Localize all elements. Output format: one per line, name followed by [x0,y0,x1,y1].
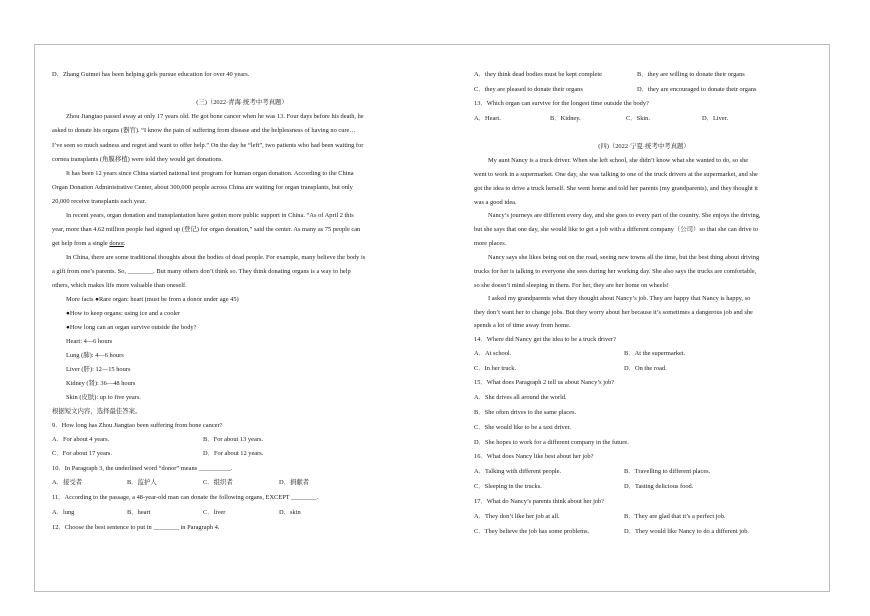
more-facts-skin: Skin (皮肤): up to five years. [66,394,141,401]
passage4-p1-line2: went to work in a supermarket. One day, she was talking to one of the truck drivers at the supermarket, and she [474,171,758,178]
passage3-p3-line2: year, more than 4.62 million people had signed up (登记) for organ donation,” said the center. As many as 75 people can [52,226,361,233]
q15-option-c: C．She would like to be a taxi driver. [474,424,571,431]
passage3-p1-line1: Zhou Jiangtao passed away at only 17 years old. He got bone cancer when he was 13. Four days before his death, he [66,113,364,120]
question-16: 16．What does Nancy like best about her job? [474,453,594,460]
question-17: 17．What do Nancy’s parents think about her job? [474,498,605,505]
passage4-p4-line2: they don’t want her to change jobs. But they worry about her because it’s sometimes a dangerous job and she [474,309,753,316]
q11-option-b: B．heart [127,509,151,516]
question-10: 10．In Paragraph 3, the underlined word “donor” means __________. [52,465,233,472]
q11-option-a: A．lung [52,509,75,516]
q16-option-a: A．Talking with different people. [474,468,562,475]
passage4-p4-line3: spends a lot of time away from home. [474,322,571,329]
passage4-p3-line2: trucks for her is talking to everyone she sees during her working day. She also says the trucks are comfortable, [474,268,757,275]
passage4-p1-line1: My aunt Nancy is a truck driver. When she left school, she didn’t know what she wanted to do, so she [488,157,749,164]
more-facts-kidney: Kidney (肾): 36—48 hours [66,380,136,387]
q17-option-a: A．They don’t like her job at all. [474,513,560,520]
question-12: 12．Choose the best sentence to put in ________ in Paragraph 4. [52,524,220,531]
q13-option-b: B．Kidney. [550,115,581,122]
passage3-p2-line1: It has been 12 years since China started national test program for human organ donation. According to the China [66,170,354,177]
question-14: 14．Where did Nancy get the idea to be a truck driver? [474,336,616,343]
underlined-word-donor: donor [109,240,124,247]
more-facts-heart: Heart: 4—6 hours [66,338,113,345]
q12-option-c: C．they are pleased to donate their organs [474,86,583,93]
more-facts-liver: Liver (肝): 12—15 hours [66,366,131,373]
q10-option-c: C．组织者 [203,479,233,486]
q14-option-c: C．In her truck. [474,365,517,372]
q9-option-d: D．For about 12 years. [203,450,264,457]
passage4-p2-line1: Nancy’s journeys are different every day, and she goes to every part of the country. She enjoys the driving, [488,212,761,219]
passage3-p1-line2: asked to donate his organs (器官). “I know the pain of suffering from disease and the helplessness of having no cure… [52,127,356,134]
passage3-p3-line1: In recent years, organ donation and transplantation have gotten more public support in China. “As of April 2 this [66,212,354,219]
passage3-p1-line4: cornea transplants (角膜移植) were told they would get donations. [52,156,223,163]
q13-option-d: D．Liver. [702,115,729,122]
passage4-heading: (四)（2022·宁夏·统考中考真题） [598,143,690,150]
passage3-p1-line3: I’ve seen so much sadness and regret and want to offer help.” On the day he “left”, two patients who had been waiting for [52,142,364,149]
q14-option-b: B．At the supermarket. [624,350,686,357]
passage3-p4-line3: others, which makes life more valuable than oneself. [52,282,187,289]
passage3-p4-line2: a gift from one’s parents. So, ________. But many others don’t think so. They think donating organs is a way to help [52,268,351,275]
q9-option-b: B．For about 13 years. [203,436,263,443]
more-facts-lung: Lung (肺): 4—6 hours [66,352,124,359]
q13-option-a: A．Heart. [474,115,501,122]
q17-option-b: B．They are glad that it’s a perfect job. [624,513,726,520]
question-9: 9．How long has Zhou Jiangtao been suffering from bone cancer? [52,422,223,429]
question-15: 15．What does Paragraph 2 tell us about Nancy’s job? [474,379,615,386]
passage3-p3-line3 [52,240,126,248]
instruction: 根据短文内容，选择最佳答案。 [52,408,142,415]
more-facts-line2: ●How to keep organs: using ice and a cooler [66,310,181,317]
more-facts-line3: ●How long can an organ survive outside the body? [66,324,197,331]
q10-option-b: B．监护人 [127,479,157,486]
q12-option-d: D．they are encouraged to donate their organs [637,86,757,93]
passage3-p2-line3: 20,000 receive transplants each year. [52,198,147,205]
q10-option-a: A．接受者 [52,479,83,486]
more-facts-line1: More facts ●Rare organ: heart (must be from a donor under age 45) [66,296,239,303]
q17-option-d: D．They would like Nancy to do a different job. [624,528,750,535]
question-11: 11．According to the passage, a 48-year-old man can donate the following organs, EXCEPT ________. [52,494,319,501]
p3-line3-post: . [123,240,126,247]
passage3-p2-line2: Organ Donation Administrative Center, about 300,000 people across China are waiting for organ transplants, but only [52,184,353,191]
q15-option-a: A．She drives all around the world. [474,394,567,401]
q17-option-c: C．They believe the job has some problems. [474,528,590,535]
q14-option-d: D．On the road. [624,365,667,372]
q11-option-d: D．skin [279,509,301,516]
q11-option-c: C．liver [203,509,226,516]
q9-option-a: A．For about 4 years. [52,436,110,443]
q10-option-d: D．捐献者 [279,479,310,486]
q16-option-b: B．Travelling to different places. [624,468,711,475]
q16-option-c: C．Sleeping in the trucks. [474,483,542,490]
passage3-heading: (三)（2022·青海·统考中考真题） [196,99,288,106]
q13-option-c: C．Skin. [626,115,650,122]
passage4-p1-line4: was a good idea. [474,199,517,206]
q9-option-c: C．For about 17 years. [52,450,112,457]
passage4-p2-line3: more places. [474,240,507,247]
p3-line3-pre: get help from a single [52,240,110,247]
passage4-p3-line1: Nancy says she likes being out on the road, seeing new towns all the time, but the best thing about driving [488,254,760,261]
q14-option-a: A．At school. [474,350,512,357]
passage4-p1-line3: got the idea to drive a truck herself. She went home and told her parents (my grandparents), and they thought it [474,185,758,192]
passage3-p4-line1: In China, there are some traditional thoughts about the bodies of dead people. For example, many believe the body is [66,254,366,261]
q15-option-d: D．She hopes to work for a different company in the future. [474,439,629,446]
q16-option-d: D．Tasting delicious food. [624,483,694,490]
passage4-p3-line3: so she doesn’t mind sleeping in them. For her, they are her home on wheels! [474,282,669,289]
q15-option-b: B．She often drives to the same places. [474,409,577,416]
q8-option-d: D．Zhang Guimei has been helping girls pursue education for over 40 years. [52,71,250,78]
q12-option-b: B．they are willing to donate their organs [637,71,745,78]
question-13: 13．Which organ can survive for the longest time outside the body? [474,100,649,107]
q12-option-a: A．they think dead bodies must be kept complete [474,71,602,78]
passage4-p2-line2: but she says that one day, she would like to get a job with a different company（公司）so that she can drive to [474,226,759,233]
passage4-p4-line1: I asked my grandparents what they thought about Nancy’s job. They are happy that Nancy is happy, so [488,295,751,302]
